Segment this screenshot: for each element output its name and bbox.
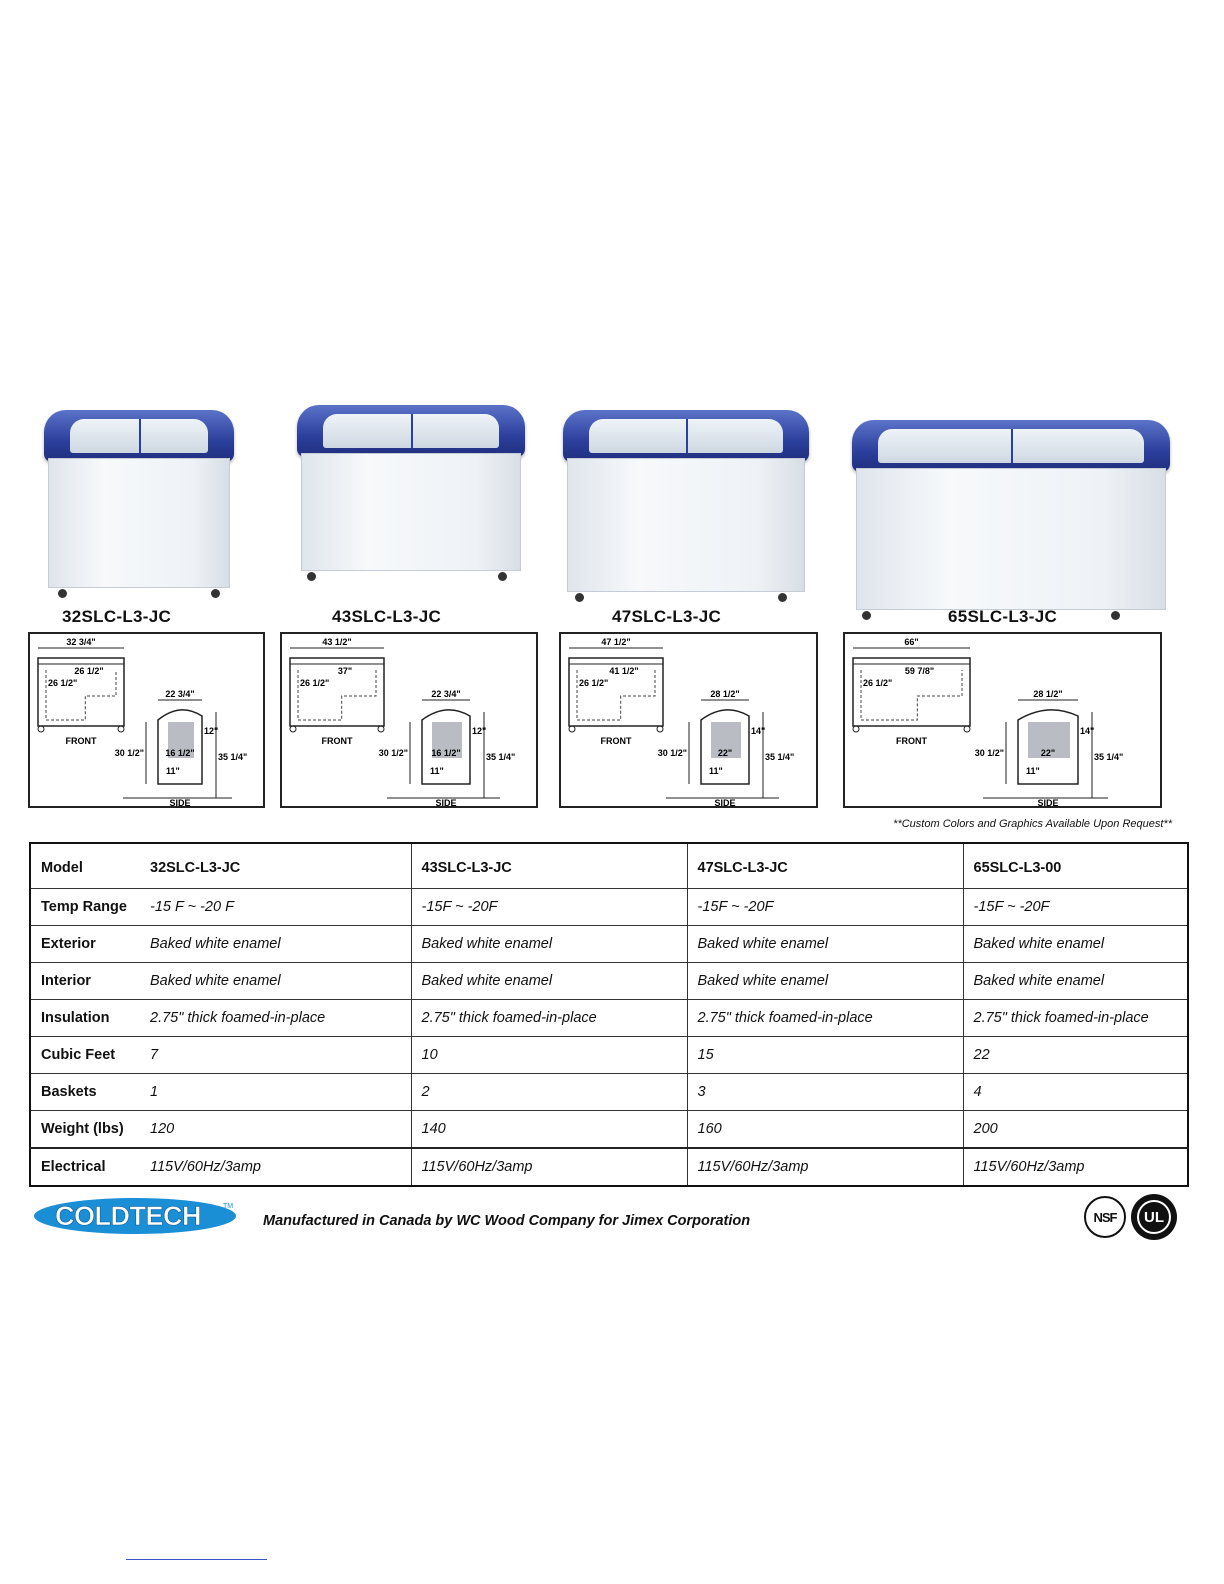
- table-row: [30, 889, 1188, 926]
- row-header: Insulation: [30, 1000, 140, 1037]
- front-width-label: 32 3/4": [66, 637, 96, 647]
- front-height-label: 26 1/2": [300, 678, 330, 688]
- table-cell: 22: [963, 1037, 1188, 1074]
- side-label: SIDE: [714, 798, 736, 806]
- front-height-label: 26 1/2": [863, 678, 893, 688]
- model-label: 47SLC-L3-JC: [612, 607, 722, 626]
- table-cell: -15F ~ -20F: [963, 889, 1188, 926]
- table-cell: 4: [963, 1074, 1188, 1111]
- table-row: [30, 1037, 1188, 1074]
- side-height-label: 30 1/2": [974, 748, 1004, 758]
- table-cell: 140: [411, 1111, 687, 1149]
- front-width-label: 43 1/2": [322, 637, 352, 647]
- front-inner-label: 41 1/2": [609, 666, 639, 676]
- row-header: Weight (lbs): [30, 1111, 140, 1149]
- dimension-diagram: [559, 632, 818, 808]
- side-label: SIDE: [435, 798, 457, 806]
- table-cell: 160: [687, 1111, 963, 1149]
- front-label: FRONT: [321, 736, 353, 746]
- front-inner-label: 59 7/8": [904, 666, 935, 676]
- side-inner-label: 22": [717, 748, 733, 758]
- row-header: Baskets: [30, 1074, 140, 1111]
- table-cell: 115V/60Hz/3amp: [411, 1148, 687, 1186]
- row-header: Exterior: [30, 926, 140, 963]
- front-width-label: 66": [904, 637, 919, 647]
- table-cell: 32SLC-L3-JC: [140, 843, 411, 889]
- front-inner-label: 26 1/2": [74, 666, 104, 676]
- row-header: Electrical: [30, 1148, 140, 1186]
- ul-logo: UL: [1131, 1194, 1177, 1240]
- side-label: SIDE: [1037, 798, 1059, 806]
- side-total-label: 35 1/4": [1094, 752, 1124, 762]
- table-cell: 115V/60Hz/3amp: [140, 1148, 411, 1186]
- side-lid-label: 14": [1080, 726, 1095, 736]
- freezer-photo-47: [563, 410, 809, 602]
- table-cell: 15: [687, 1037, 963, 1074]
- table-row: [30, 1000, 1188, 1037]
- side-depth-label: 28 1/2": [1033, 689, 1063, 699]
- table-cell: 115V/60Hz/3amp: [963, 1148, 1188, 1186]
- table-cell: 200: [963, 1111, 1188, 1149]
- table-cell: Baked white enamel: [411, 963, 687, 1000]
- front-label: FRONT: [896, 736, 927, 746]
- side-depth-label: 28 1/2": [710, 689, 740, 699]
- side-lid-label: 12": [204, 726, 219, 736]
- table-cell: -15F ~ -20F: [687, 889, 963, 926]
- table-cell: Baked white enamel: [687, 926, 963, 963]
- table-cell: 2.75" thick foamed-in-place: [687, 1000, 963, 1037]
- front-label: FRONT: [600, 736, 632, 746]
- table-cell: 65SLC-L3-00: [963, 843, 1188, 889]
- table-cell: 1: [140, 1074, 411, 1111]
- side-lid-label: 14": [751, 726, 766, 736]
- custom-colors-note: **Custom Colors and Graphics Available Upon Request**: [893, 818, 1172, 830]
- front-inner-label: 37": [337, 666, 353, 676]
- table-row: [30, 1111, 1188, 1149]
- side-total-label: 35 1/4": [218, 752, 248, 762]
- side-label: SIDE: [169, 798, 191, 806]
- table-cell: 2: [411, 1074, 687, 1111]
- side-leg-label: 11": [709, 766, 723, 776]
- table-cell: Baked white enamel: [963, 963, 1188, 1000]
- front-height-label: 26 1/2": [48, 678, 78, 688]
- side-inner-label: 22": [1040, 748, 1056, 758]
- table-cell: 2.75" thick foamed-in-place: [963, 1000, 1188, 1037]
- side-leg-label: 11": [430, 766, 444, 776]
- model-label: 43SLC-L3-JC: [332, 607, 442, 626]
- svg-text:TM: TM: [223, 1203, 234, 1210]
- side-inner-label: 16 1/2": [165, 748, 195, 758]
- side-height-label: 30 1/2": [114, 748, 144, 758]
- front-width-label: 47 1/2": [601, 637, 631, 647]
- table-row: [30, 926, 1188, 963]
- table-row: [30, 1148, 1188, 1186]
- table-cell: Baked white enamel: [140, 963, 411, 1000]
- table-cell: 2.75" thick foamed-in-place: [411, 1000, 687, 1037]
- freezer-photo-65: [852, 420, 1170, 620]
- table-cell: Baked white enamel: [411, 926, 687, 963]
- dimension-diagram: [28, 632, 265, 808]
- table-cell: 3: [687, 1074, 963, 1111]
- table-cell: 47SLC-L3-JC: [687, 843, 963, 889]
- table-cell: Baked white enamel: [687, 963, 963, 1000]
- model-label: 32SLC-L3-JC: [62, 607, 172, 626]
- freezer-photo-32: [44, 410, 234, 598]
- divider: [126, 1559, 267, 1560]
- table-row: [30, 963, 1188, 1000]
- side-depth-label: 22 3/4": [431, 689, 461, 699]
- side-leg-label: 11": [166, 766, 180, 776]
- side-lid-label: 12": [472, 726, 487, 736]
- table-cell: Baked white enamel: [140, 926, 411, 963]
- table-cell: -15 F ~ -20 F: [140, 889, 411, 926]
- side-depth-label: 22 3/4": [165, 689, 195, 699]
- table-cell: Baked white enamel: [963, 926, 1188, 963]
- svg-text:COLDTECH: COLDTECH: [55, 1201, 201, 1231]
- table-cell: 115V/60Hz/3amp: [687, 1148, 963, 1186]
- table-cell: 2.75" thick foamed-in-place: [140, 1000, 411, 1037]
- nsf-logo: NSF: [1084, 1196, 1126, 1238]
- coldtech-logo: [33, 1196, 238, 1236]
- side-leg-label: 11": [1026, 766, 1040, 776]
- freezer-photo-43: [297, 405, 525, 581]
- side-total-label: 35 1/4": [486, 752, 516, 762]
- side-height-label: 30 1/2": [378, 748, 408, 758]
- table-cell: 43SLC-L3-JC: [411, 843, 687, 889]
- spec-table: [29, 842, 1189, 1187]
- row-header: Interior: [30, 963, 140, 1000]
- front-label: FRONT: [65, 736, 97, 746]
- dimension-diagram: [843, 632, 1162, 808]
- table-row: [30, 1074, 1188, 1111]
- table-cell: 7: [140, 1037, 411, 1074]
- side-height-label: 30 1/2": [657, 748, 687, 758]
- side-inner-label: 16 1/2": [431, 748, 461, 758]
- table-cell: 120: [140, 1111, 411, 1149]
- row-header: Temp Range: [30, 889, 140, 926]
- table-row: [30, 843, 1188, 889]
- row-header: Cubic Feet: [30, 1037, 140, 1074]
- side-total-label: 35 1/4": [765, 752, 795, 762]
- manufacturer-note: Manufactured in Canada by WC Wood Company for Jimex Corporation: [263, 1213, 751, 1229]
- table-cell: -15F ~ -20F: [411, 889, 687, 926]
- row-header: Model: [30, 843, 140, 889]
- front-height-label: 26 1/2": [579, 678, 609, 688]
- table-cell: 10: [411, 1037, 687, 1074]
- model-label: 65SLC-L3-JC: [948, 607, 1058, 626]
- dimension-diagram: [280, 632, 538, 808]
